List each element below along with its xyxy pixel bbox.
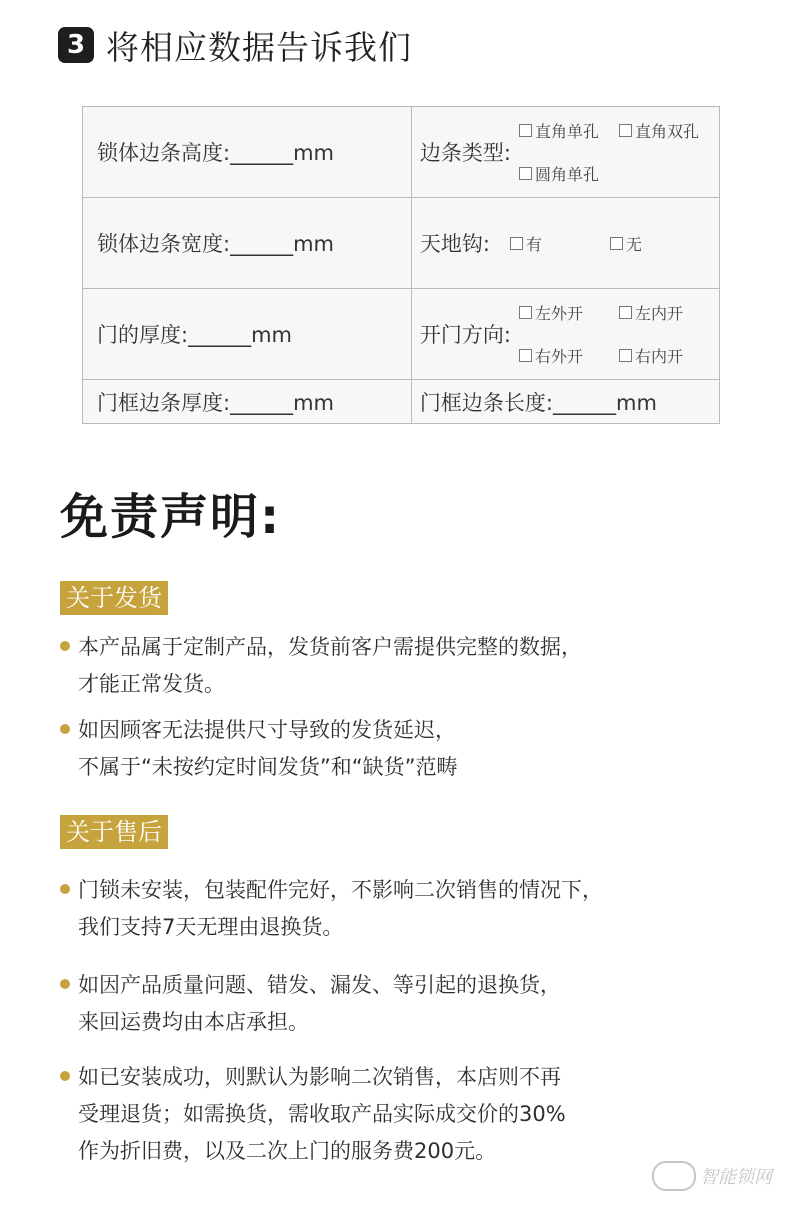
option-label: 右内开 [635, 347, 684, 366]
step-header [58, 22, 412, 68]
bullet-line: 门锁未安装，包装配件完好，不影响二次销售的情况下， [78, 878, 603, 902]
checkbox-icon[interactable] [610, 237, 623, 250]
bullet-line: 作为折旧费，以及二次上门的服务费200元。 [78, 1139, 497, 1163]
bullet-line: 受理退货；如需换货，需收取产品实际成交价的30% [78, 1102, 566, 1126]
form-row-strip-width [83, 198, 720, 289]
checkbox-icon[interactable] [619, 349, 632, 362]
section-tag-after-sales: 关于售后 [60, 815, 168, 849]
frame-strip-thickness-field[interactable]: 门框边条厚度:______mm [83, 380, 412, 424]
disclaimer-title: 免责声明: [60, 489, 282, 545]
list-item [60, 629, 760, 703]
bullet-dot-icon [60, 979, 70, 989]
frame-strip-length-label: 门框边条长度:______mm [419, 390, 657, 415]
checkbox-icon[interactable] [519, 167, 532, 180]
opening-direction-cell [411, 289, 719, 380]
measurement-form [82, 106, 720, 424]
bullet-line: 如因顾客无法提供尺寸导致的发货延迟， [78, 718, 456, 742]
option-left-inward[interactable] [619, 301, 719, 324]
bullet-line: 如已安装成功，则默认为影响二次销售，本店则不再 [78, 1065, 561, 1089]
checkbox-icon[interactable] [619, 306, 632, 319]
bullet-dot-icon [60, 1071, 70, 1081]
strip-width-field[interactable]: 锁体边条宽度:______mm [83, 198, 412, 289]
option-hook-no[interactable] [610, 232, 710, 255]
bullet-line: 本产品属于定制产品，发货前客户需提供完整的数据， [78, 635, 582, 659]
option-label: 圆角单孔 [535, 165, 600, 184]
option-label: 直角单孔 [535, 122, 600, 141]
list-item [60, 712, 760, 786]
option-label: 有 [526, 234, 543, 254]
step-title: 将相应数据告诉我们 [106, 27, 412, 67]
list-item [60, 872, 760, 946]
option-left-outward[interactable] [519, 301, 619, 324]
top-bottom-hook-label: 天地钩: [419, 232, 490, 256]
watermark-text: 智能锁网 [700, 1167, 772, 1188]
bullet-line: 我们支持7天无理由退换货。 [78, 915, 344, 939]
bullet-line: 如因产品质量问题、错发、漏发、等引起的退换货， [78, 973, 561, 997]
strip-type-cell [411, 107, 719, 198]
checkbox-icon[interactable] [519, 349, 532, 362]
form-row-strip-height [83, 107, 720, 198]
strip-height-field[interactable]: 锁体边条高度:______mm [83, 107, 412, 198]
checkbox-icon[interactable] [519, 124, 532, 137]
checkbox-icon[interactable] [619, 124, 632, 137]
bullet-line: 不属于“未按约定时间发货”和“缺货”范畴 [78, 755, 458, 779]
form-row-door-thickness [83, 289, 720, 380]
list-item [60, 1059, 760, 1170]
frame-strip-length-field[interactable] [411, 380, 719, 424]
watermark [652, 1161, 772, 1191]
option-right-outward[interactable] [519, 344, 619, 367]
strip-type-label: 边条类型: [419, 141, 511, 165]
door-thickness-field[interactable]: 门的厚度:______mm [83, 289, 412, 380]
option-label: 无 [626, 234, 643, 254]
option-label: 右外开 [535, 347, 584, 366]
option-right-inward[interactable] [619, 344, 719, 367]
form-row-frame-strip [83, 380, 720, 424]
bullet-line: 才能正常发货。 [78, 672, 225, 696]
option-round-single[interactable] [519, 162, 619, 185]
option-label: 左外开 [535, 304, 584, 323]
option-right-angle-single[interactable] [519, 119, 619, 142]
option-hook-yes[interactable] [510, 232, 610, 255]
section-tag-shipping: 关于发货 [60, 581, 168, 615]
opening-direction-label: 开门方向: [419, 323, 511, 347]
bullet-dot-icon [60, 884, 70, 894]
cloud-icon [652, 1161, 696, 1191]
option-label: 左内开 [635, 304, 684, 323]
checkbox-icon[interactable] [510, 237, 523, 250]
bullet-dot-icon [60, 641, 70, 651]
bullet-dot-icon [60, 724, 70, 734]
option-right-angle-double[interactable] [619, 119, 719, 142]
step-number-badge: 3 [58, 27, 94, 63]
bullet-line: 来回运费均由本店承担。 [78, 1010, 309, 1034]
option-label: 直角双孔 [635, 122, 700, 141]
top-bottom-hook-cell [411, 198, 719, 289]
list-item [60, 967, 760, 1041]
checkbox-icon[interactable] [519, 306, 532, 319]
